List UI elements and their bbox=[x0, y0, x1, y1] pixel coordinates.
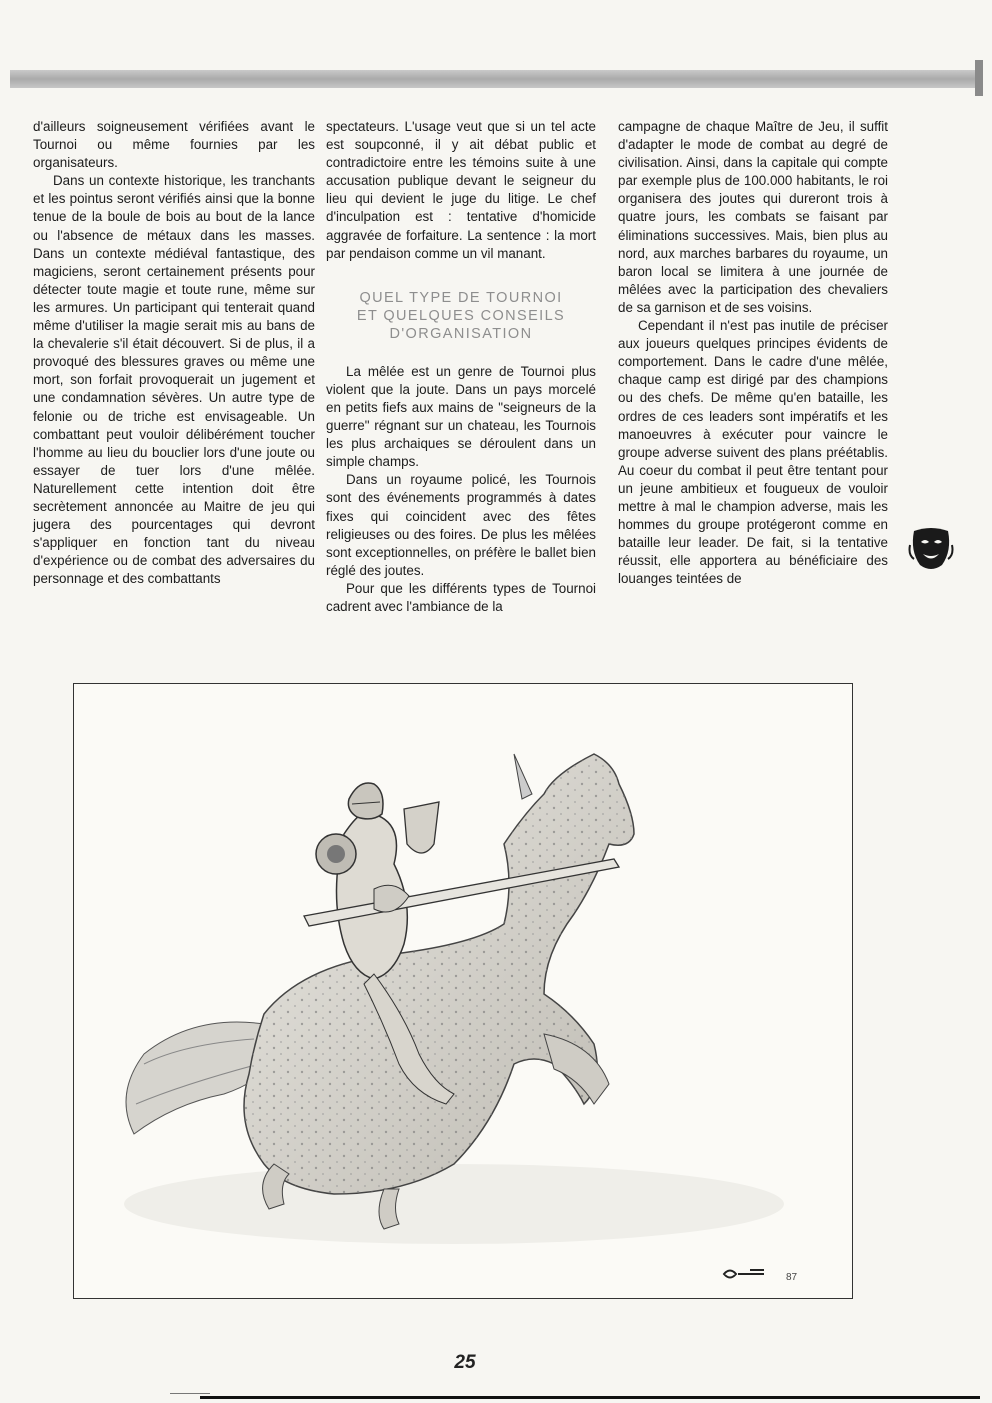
section-heading-line: D'ORGANISATION bbox=[389, 325, 533, 342]
section-heading-line: QUEL TYPE DE TOURNOI bbox=[359, 289, 563, 306]
top-header-band bbox=[10, 70, 978, 88]
theatre-mask-icon bbox=[908, 525, 954, 573]
section-heading bbox=[326, 289, 596, 343]
text-column-1 bbox=[33, 118, 315, 588]
header-band-edge bbox=[975, 60, 983, 96]
paragraph: Pour que les différents types de Tournoi cadrent avec l'ambiance de la bbox=[326, 580, 596, 614]
paragraph: d'ailleurs soigneusement vérifiées avant le Tournoi ou même fournies par les organisateurs. bbox=[33, 119, 315, 171]
page-number: 25 bbox=[454, 1352, 476, 1373]
knight-on-horse-icon bbox=[74, 684, 851, 1297]
paragraph: campagne de chaque Maître de Jeu, il suffit d'adapter le mode de combat au degré de civilisation. Ainsi, dans la capitale qui compte par exemple plus de 100.000 habitants, le roi organisera des joutes qui dureront trois à quatre jours, les combats se faisant par éliminations successives. Mais, bien plus au nord, aux marches barbares du royaume, un baron local se limitera à une journée de mêlées avec la participation des chevaliers de sa garnison et de ses voisins. bbox=[618, 119, 888, 315]
paragraph: spectateurs. L'usage veut que si un tel acte est soupconné, il y ait débat public et contradictoire entre les témoins suite à une accusation publique devant le seigneur du lieu qui devient le juge du litige. Le chef d'inculpation est : tentative d'homicide aggravée de forfaiture. La sentence : la mort par pendaison comme un vil manant. bbox=[326, 119, 596, 261]
knight-illustration bbox=[73, 683, 853, 1299]
paragraph: La mêlée est un genre de Tournoi plus violent que la joute. Dans un pays morcelé en petits fiefs aux mains de "seigneurs de la guerre" régnant sur un chateau, les Tournois les plus archaiques se déroulent dans un simple champs. bbox=[326, 363, 596, 470]
section-heading-line: ET QUELQUES CONSEILS bbox=[356, 307, 566, 324]
bottom-rule-thin bbox=[170, 1393, 210, 1394]
bottom-rule bbox=[200, 1396, 980, 1399]
text-column-3 bbox=[618, 118, 888, 588]
paragraph: Dans un royaume policé, les Tournois sont des événements programmés à dates fixes qui coincident avec des fêtes religieuses ou des foires. De plus les mêlées sont exceptionnelles, on préfère le ballet bien réglé des joutes. bbox=[326, 472, 596, 578]
signature-date: 87 bbox=[786, 1272, 798, 1283]
paragraph: Cependant il n'est pas inutile de préciser aux joueurs quelques principes évidents de comportement. Dans le cadre d'une mêlée, chaque camp est dirigé par des champions ou des chefs. De même qu'en bataille, les ordres de ces leaders sont impératifs et les manoeuvres à exécuter pour vaincre le groupe adverse suivent des plans préétablis. Au coeur du combat il peut être tentant pour un jeune ambitieux et fougueux de vouloir mettre à mal le champion adverse, mais les hommes du groupe protégeront comme en bataille leur leader. De fait, si la tentative réussit, elle apportera au bénéficiaire des louanges teintées de bbox=[618, 318, 888, 587]
text-column-2 bbox=[326, 118, 596, 616]
paragraph: Dans un contexte historique, les tranchants et les pointus seront vérifiés ainsi que la bonne tenue de la boule de bois au bout de la lance ou l'absence de métaux dans les masses. Dans un contexte médiéval fantastique, des magiciens, seront certainement présents pour détecter toute magie et toute rune, même sur les armures. Un participant qui tenterait quand même d'utiliser la magie serait mis au bans de la chevalerie s'il était découvert. Si de plus, il a provoqué des blessures graves ou même une mort, son forfait provoquerait un jugement et une condamnation sévères. Un autre type de felonie ou de triche est envisageable. Un combattant peut vouloir délibérément toucher l'homme au lieu du bouclier lors d'une joute ou essayer de tuer lors d'une mêlée. Naturellement cette intention doit être secrètement annoncée au Maitre de jeu qui jugera des pourcentages qui devront s'appliquer en fonction tant du niveau d'expérience ou de combat des adversaires du personnage et des combattants bbox=[33, 173, 315, 587]
